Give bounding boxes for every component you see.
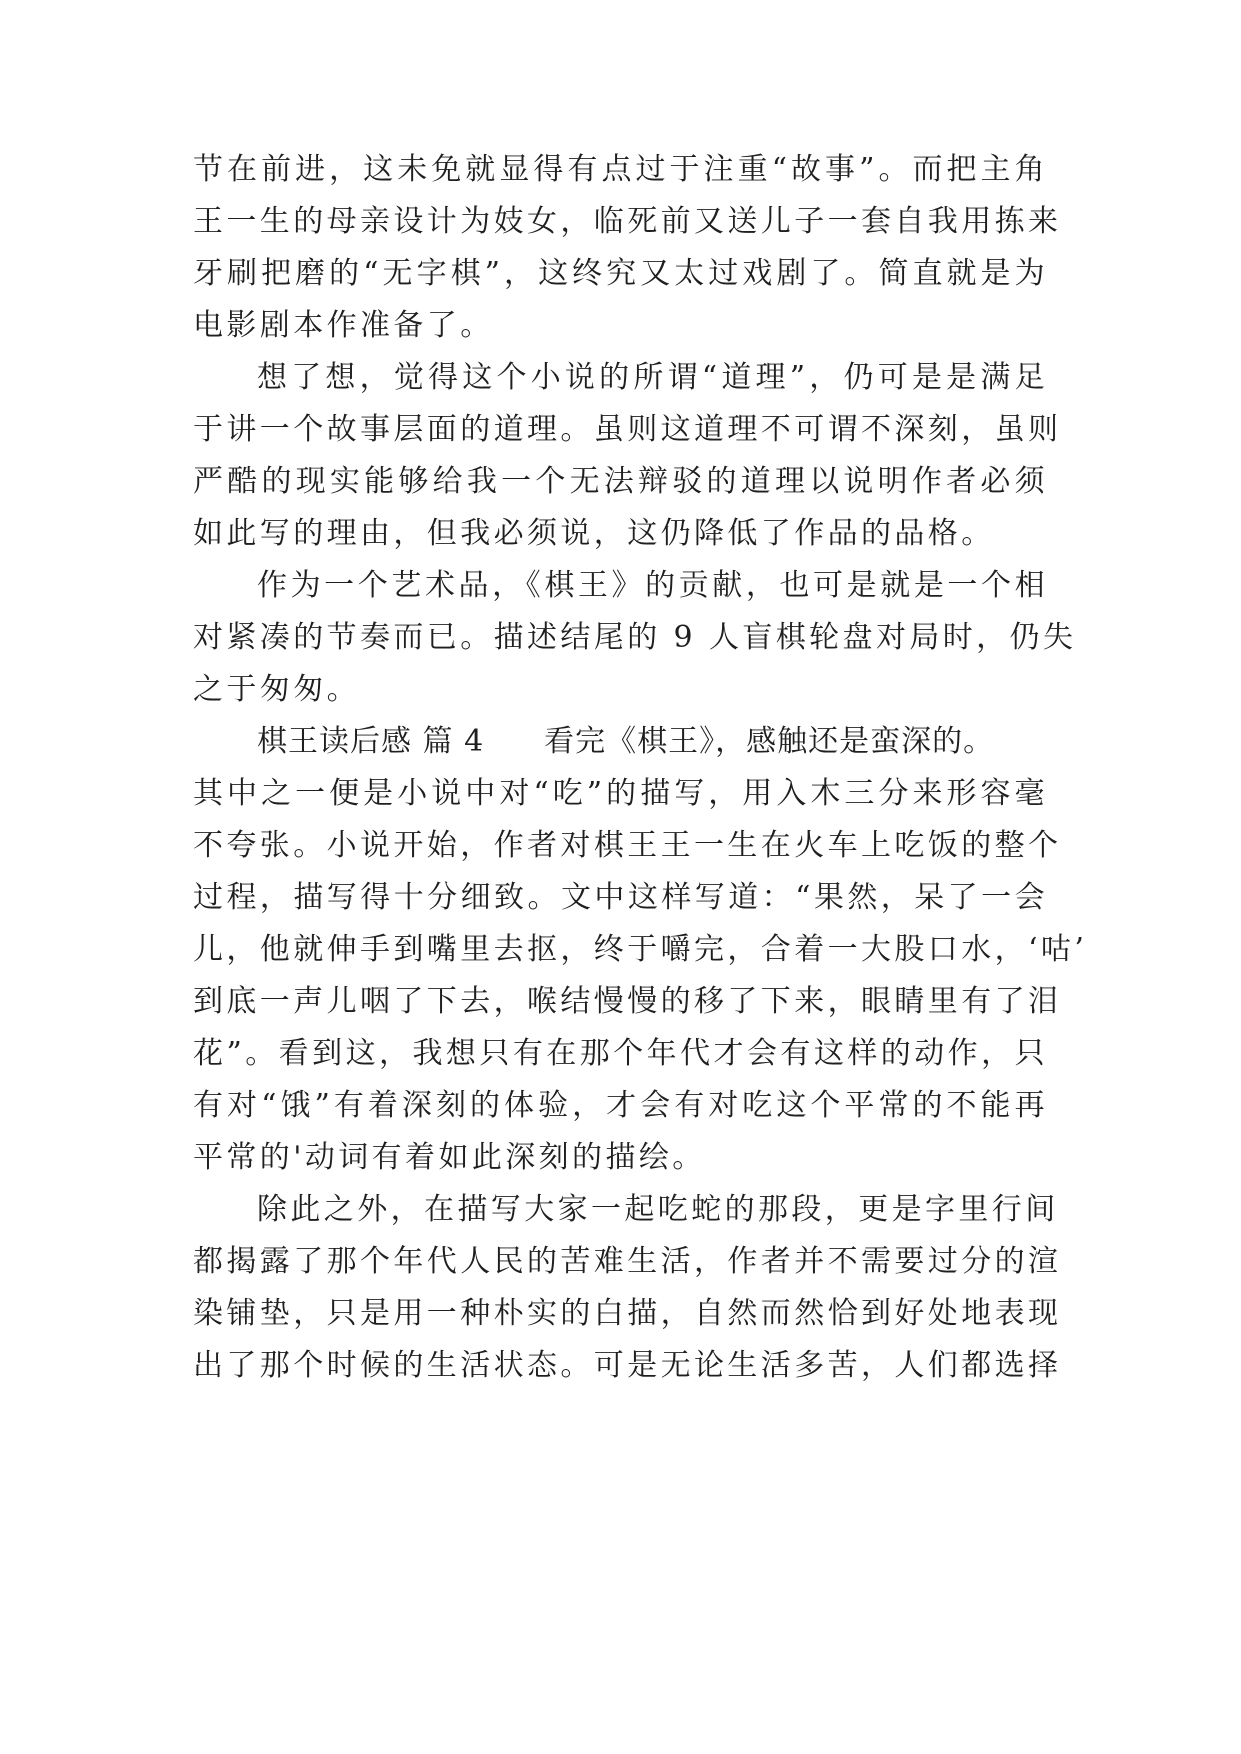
text-line: 染铺垫，只是用一种朴实的白描，自然而然恰到好处地表现 bbox=[193, 1296, 1062, 1331]
text-line: 王一生的母亲设计为妓女，临死前又送儿子一套自我用拣来 bbox=[193, 204, 1062, 239]
paragraph-first-line: 除此之外，在描写大家一起吃蛇的那段，更是字里行间 bbox=[257, 1192, 1059, 1227]
paragraph-first-line: 想了想，觉得这个小说的所谓“道理”，仍可是是满足 bbox=[257, 360, 1048, 395]
text-line: 对紧凑的节奏而已。描述结尾的 9 人盲棋轮盘对局时，仍失 bbox=[193, 620, 1077, 655]
text-line: 节在前进，这未免就显得有点过于注重“故事”。而把主角 bbox=[193, 152, 1048, 187]
text-line: 如此写的理由，但我必须说，这仍降低了作品的品格。 bbox=[193, 516, 995, 551]
text-line: 平常的'动词有着如此深刻的描绘。 bbox=[193, 1140, 706, 1175]
text-line: 出了那个时候的生活状态。可是无论生活多苦，人们都选择 bbox=[193, 1348, 1062, 1383]
text-line: 到底一声儿咽了下去，喉结慢慢的移了下来，眼睛里有了泪 bbox=[193, 984, 1062, 1019]
text-line: 于讲一个故事层面的道理。虽则这道理不可谓不深刻，虽则 bbox=[193, 412, 1062, 447]
text-line: 不夸张。小说开始，作者对棋王王一生在火车上吃饭的整个 bbox=[193, 828, 1062, 863]
text-line: 电影剧本作准备了。 bbox=[193, 308, 494, 343]
text-line: 其中之一便是小说中对“吃”的描写，用入木三分来形容毫 bbox=[193, 776, 1048, 811]
text-line: 过程，描写得十分细致。文中这样写道：“果然，呆了一会 bbox=[193, 880, 1048, 915]
text-line: 严酷的现实能够给我一个无法辩驳的道理以说明作者必须 bbox=[193, 464, 1048, 499]
text-line: 儿，他就伸手到嘴里去抠，终于嚼完，合着一大股口水，‘咕’ bbox=[193, 932, 1088, 967]
text-line: 花”。看到这，我想只有在那个年代才会有这样的动作，只 bbox=[193, 1036, 1048, 1071]
section-heading: 棋王读后感 篇 4 bbox=[257, 724, 485, 759]
paragraph-first-line: 作为一个艺术品，《棋王》的贡献，也可是就是一个相 bbox=[257, 568, 1048, 603]
text-line: 牙刷把磨的“无字棋”，这终究又太过戏剧了。简直就是为 bbox=[193, 256, 1048, 291]
text-line: 有对“饿”有着深刻的体验，才会有对吃这个平常的不能再 bbox=[193, 1088, 1048, 1123]
text-line: 之于匆匆。 bbox=[193, 672, 360, 707]
text-line: 都揭露了那个年代人民的苦难生活，作者并不需要过分的渲 bbox=[193, 1244, 1062, 1279]
section-first-sentence: 看完《棋王》，感触还是蛮深的。 bbox=[544, 724, 995, 759]
section-heading-line bbox=[257, 713, 1048, 771]
